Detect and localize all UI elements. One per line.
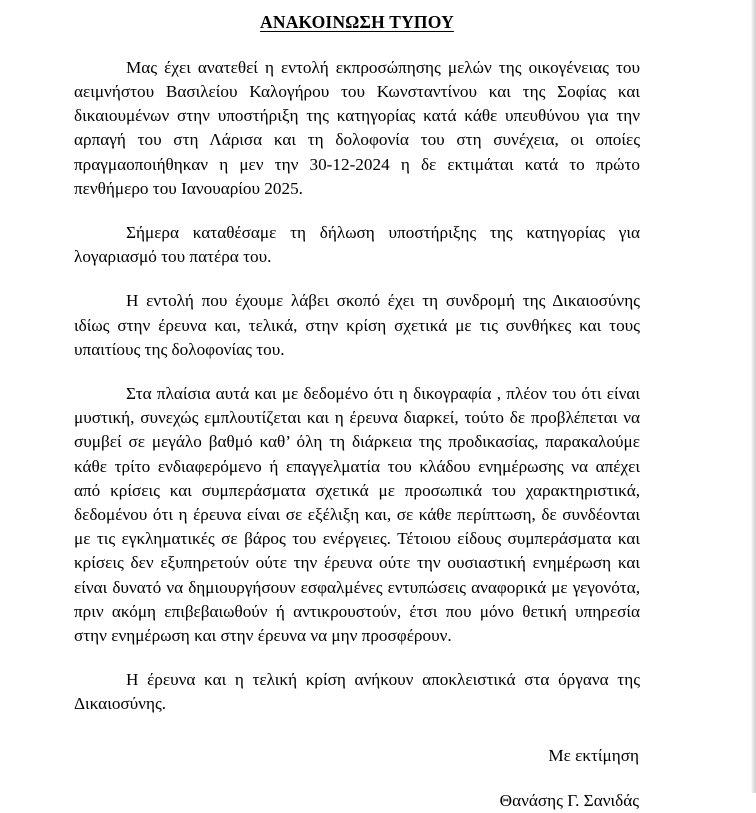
document-body bbox=[74, 0, 640, 813]
signature-regards: Με εκτίμηση bbox=[548, 745, 639, 765]
page-edge-strip bbox=[751, 0, 756, 793]
paragraph-1: Μας έχει ανατεθεί η εντολή εκπροσώπησης μελών της οικογένειας του αειμνήστου Βασιλείου Καλογήρου του Κωνσταντίνου και της Σοφίας και δικαιουμένων στην υποστήριξη της κατηγορίας κατά κάθε υπευθύνου για την αρπαγή του στη Λάρισα και τη δολοφονία του στη συνέχεια, οι οποίες πραγμαοποιήθηκαν η μεν την 30-12-2024 η δε εκτιμάται κατά το πρώτο πενθήμερο του Ιανουαρίου 2025. bbox=[74, 57, 640, 198]
paragraph-2: Σήμερα καταθέσαμε τη δήλωση υποστήριξης της κατηγορίας για λογαριασμό του πατέρα του. bbox=[74, 222, 640, 267]
paragraph-5: Η έρευνα και η τελική κρίση ανήκουν αποκλειστικά στα όργανα της Δικαιοσύνης. bbox=[74, 670, 640, 714]
signature-name: Θανάσης Γ. Σανιδάς bbox=[499, 790, 639, 810]
page-title: ΑΝΑΚΟΙΝΩΣΗ ΤΥΠΟΥ bbox=[260, 12, 454, 32]
paragraph-4: Στα πλαίσια αυτά και με δεδομένο ότι η δικογραφία , πλέον του ότι είναι μυστική, συνεχώς εμπλουτίζεται και η έρευνα διαρκεί, τούτο δε προβλέπεται να συμβεί σε μεγάλο βαθμό καθ’ όλη τη διάρκεια της προδικασίας, παρακαλούμε κάθε τρίτο ενδιαφερόμενο ή επαγγελματία του κλάδου ενημέρωσης να απέχει από κρίσεις και συμπεράσματα σχετικά με προσωπικά του χαρακτηριστικά, δεδομένου ότι η έρευνα είναι σε εξέλιξη και, σε κάθε περίπτωση, δε συνδέονται με τις εγκληματικές σε βάρος του ενέργειες. Τέτοιου είδους συμπεράσματα και κρίσεις δεν εξυπηρετούν ούτε την έρευνα ούτε την ουσιαστική ενημέρωση και είναι δυνατό να δημιουργήσουν εσφαλμένες εντυπώσεις αναφορικά με γεγονότα, πριν ακόμη επιβεβαιωθούν ή αντικρουστούν, έτσι που μόνο θετική υπηρεσία στην ενημέρωση και στην έρευνα να μην προσφέρουν. bbox=[74, 383, 640, 646]
paragraph-3: Η εντολή που έχουμε λάβει σκοπό έχει τη συνδρομή της Δικαιοσύνης ιδίως στην έρευνα και, τελικά, στην κρίση σχετικά με τις συνθήκες και τους υπαιτίους της δολοφονίας του. bbox=[74, 291, 640, 359]
